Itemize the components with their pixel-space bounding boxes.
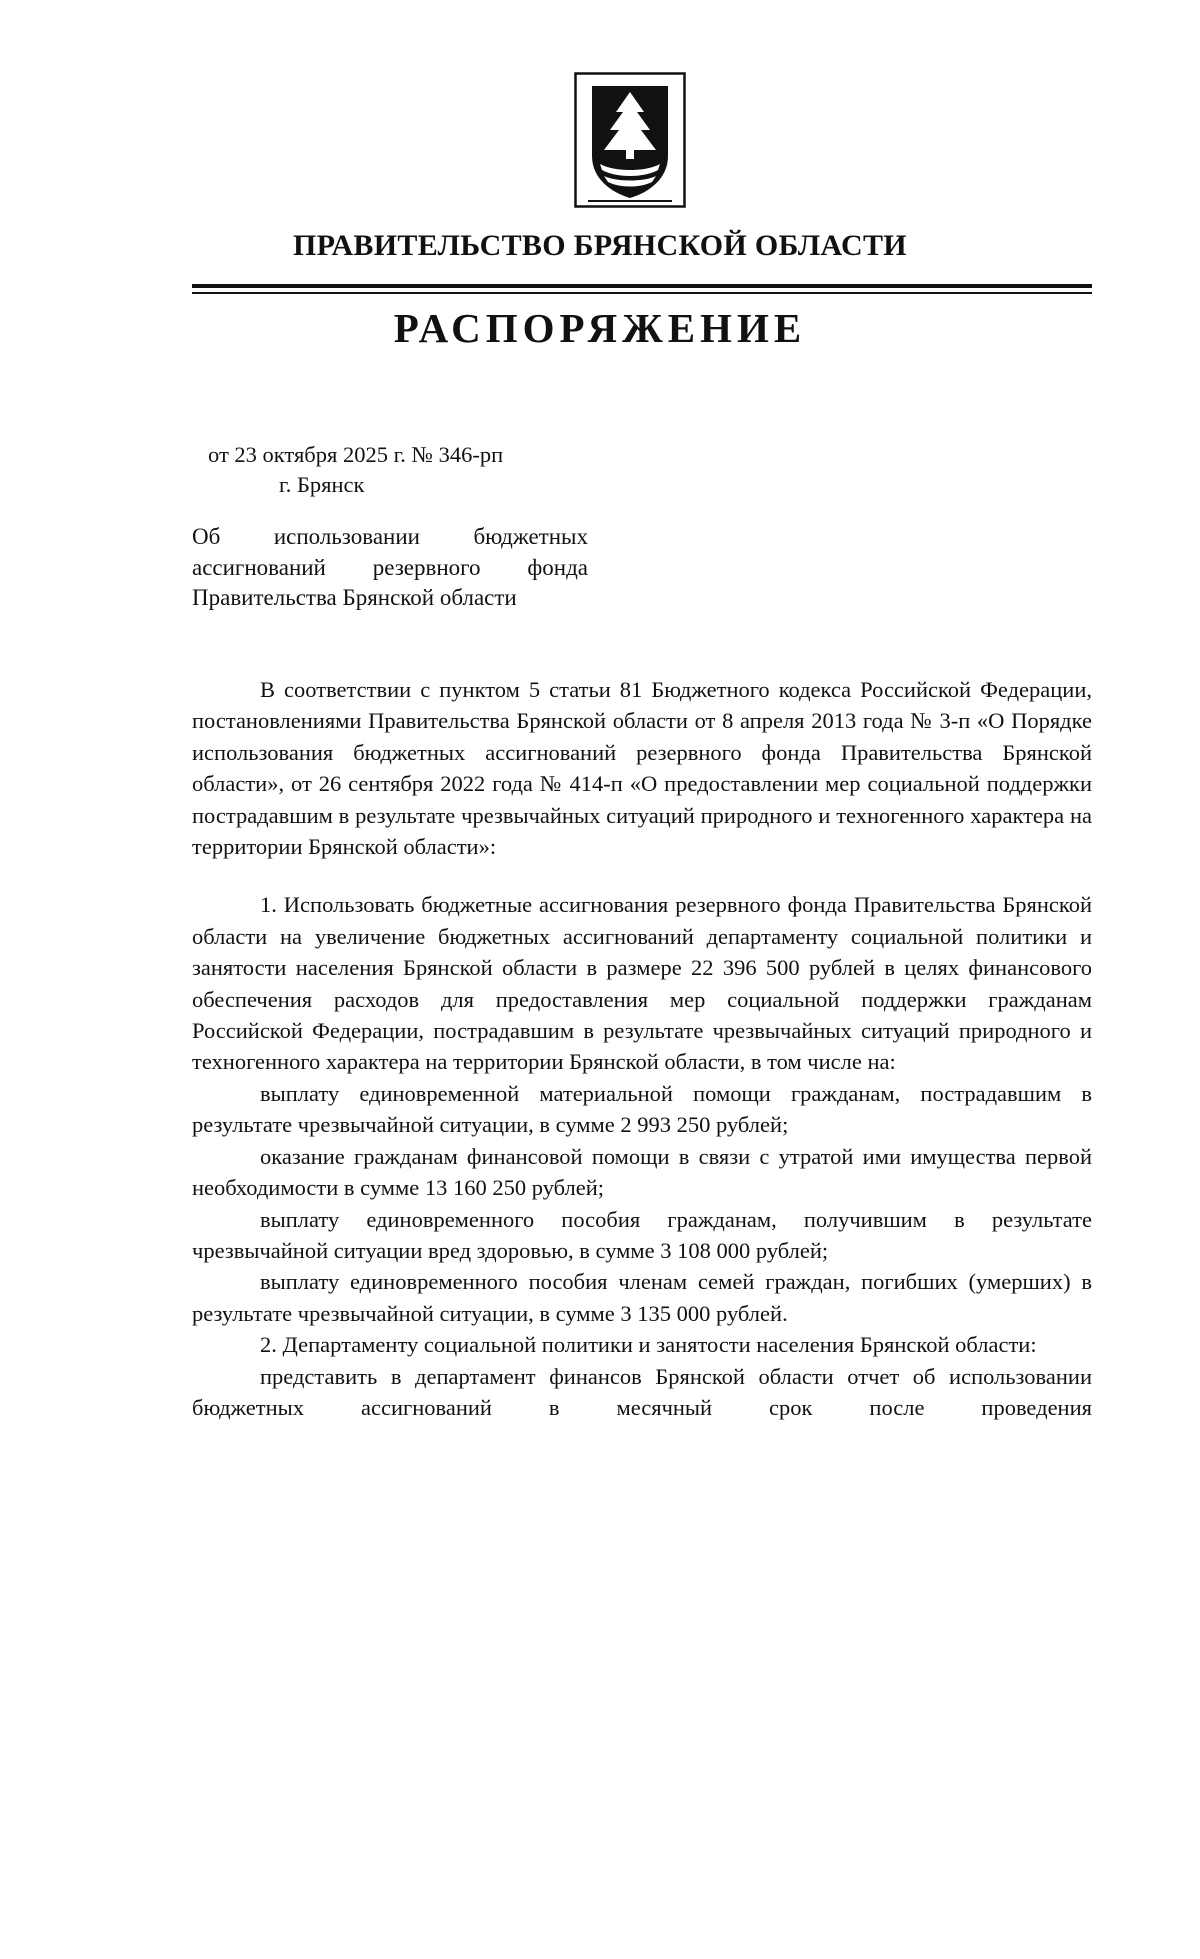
organization-title: ПРАВИТЕЛЬСТВО БРЯНСКОЙ ОБЛАСТИ — [293, 229, 907, 262]
document-body — [192, 674, 1092, 1423]
subject-line: ассигнований резервного фонда — [192, 554, 588, 580]
clause-1-paragraph: 1. Использовать бюджетные ассигнования резервного фонда Правительства Брянской области на увеличение бюджетных ассигнований департаменту социальной политики и занятости населения Брянской области в размере 22 396 500 рублей в целях финансового обеспечения расходов для предоставления мер социальной поддержки гражданам Российской Федерации, пострадавшим в результате чрезвычайных ситуаций природного и техногенного характера на территории Брянской области, в том числе на: — [192, 892, 1092, 1075]
preamble-paragraph: В соответствии с пунктом 5 статьи 81 Бюджетного кодекса Российской Федерации, постановлениями Правительства Брянской области от 8 апреля 2013 года № 3-п «О Порядке использования бюджетных ассигнований резервного фонда Правительства Брянской области», от 26 сентября 2022 года № 414-п «О предоставлении мер социальной поддержки пострадавшим в результате чрезвычайных ситуаций природного и техногенного характера на территории Брянской области»: — [192, 677, 1092, 860]
clause-1-item-health-damage: выплату единовременного пособия гражданам, получившим в результате чрезвычайной ситуации вред здоровью, в сумме 3 108 000 рублей; — [192, 1206, 1092, 1263]
document-type-title: РАСПОРЯЖЕНИЕ — [393, 305, 807, 351]
header-divider-thick — [192, 284, 1092, 288]
clause-1-item-material-aid: выплату единовременной материальной помощи гражданам, пострадавшим в результате чрезвычайной ситуации, в сумме 2 993 250 рублей; — [192, 1080, 1092, 1138]
document-date-number: от 23 октября 2025 г. № 346-рп — [208, 442, 504, 467]
header-divider-thin — [192, 292, 1092, 294]
coat-of-arms-icon — [574, 72, 686, 208]
document-city: г. Брянск — [279, 472, 365, 497]
document-subject — [192, 522, 588, 614]
subject-line: Правительства Брянской области — [192, 585, 517, 610]
clause-2-paragraph: 2. Департаменту социальной политики и занятости населения Брянской области: — [260, 1332, 1037, 1358]
clause-1-item-financial-aid: оказание гражданам финансовой помощи в связи с утратой ими имущества первой необходимости в сумме 13 160 250 рублей; — [192, 1143, 1092, 1201]
subject-line: Об использовании бюджетных — [192, 524, 588, 549]
clause-2-item-report: представить в департамент финансов Брянской области отчет об использовании бюджетных ассигнований в месячный срок после проведения — [192, 1363, 1092, 1420]
clause-1-item-family-benefit: выплату единовременного пособия членам семей граждан, погибших (умерших) в результате чрезвычайной ситуации, в сумме 3 135 000 рублей. — [192, 1269, 1092, 1326]
